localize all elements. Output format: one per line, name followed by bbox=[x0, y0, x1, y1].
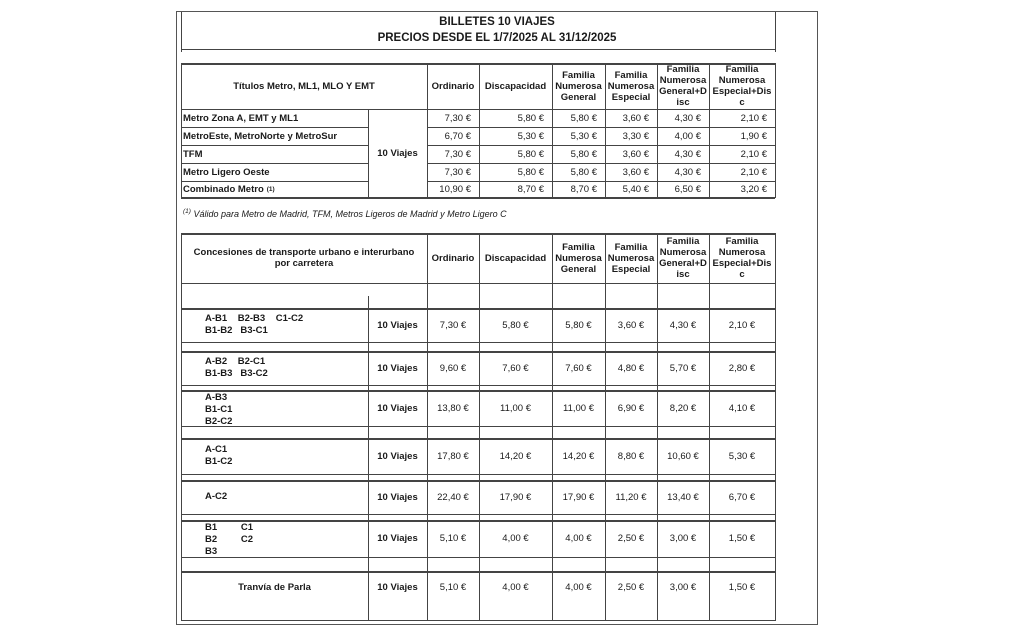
zone-line: B1 C1 bbox=[205, 522, 254, 533]
concesion-price-cell: 13,80 € bbox=[437, 402, 469, 414]
concesion-price-cell: 14,20 € bbox=[499, 450, 532, 462]
concesion-price-cell: 10,60 € bbox=[667, 450, 699, 462]
zone-group bbox=[205, 444, 232, 468]
metro-row-label-text: MetroEste, MetroNorte y MetroSur bbox=[183, 130, 338, 142]
concesion-price-cell: 11,00 € bbox=[563, 402, 594, 414]
metro-price-cell: 6,70 € bbox=[444, 130, 471, 142]
zone-line: B1-B3 B3-C2 bbox=[205, 368, 268, 379]
metro-row-label-text: Metro Zona A, EMT y ML1 bbox=[183, 112, 299, 124]
column-header-line: Familia bbox=[562, 241, 595, 253]
metro-price-cell: 3,20 € bbox=[740, 183, 767, 195]
column-header-line: Numerosa bbox=[555, 252, 602, 264]
parla-viajes-label: 10 Viajes bbox=[377, 582, 418, 593]
concesion-price-cell: 5,80 € bbox=[502, 319, 529, 331]
column-header-line: Familia bbox=[666, 236, 700, 247]
metro-price-cell: 7,30 € bbox=[444, 166, 471, 178]
concesion-price-cell: 4,00 € bbox=[565, 533, 592, 544]
metro-header-col-2 bbox=[552, 63, 605, 109]
row-rule bbox=[181, 426, 775, 427]
metro-price-cell: 7,30 € bbox=[444, 112, 471, 124]
metro-price-cell: 4,30 € bbox=[674, 112, 701, 124]
column-header-line: Numerosa bbox=[607, 80, 655, 92]
column-header-line: Familia bbox=[725, 64, 759, 75]
column-header-line: isc bbox=[676, 97, 690, 108]
column-header-line: Familia bbox=[614, 69, 648, 81]
column-header-line: Familia bbox=[666, 64, 700, 75]
concesion-price-cell: 7,60 € bbox=[565, 362, 592, 374]
metro-price-cell: 3,60 € bbox=[622, 112, 649, 124]
concesion-price-cell: 4,00 € bbox=[502, 533, 529, 544]
zone-group bbox=[205, 392, 232, 428]
concesion-price-cell: 8,80 € bbox=[617, 450, 645, 462]
metro-row-label bbox=[181, 127, 368, 145]
viajes-label: 10 Viajes bbox=[377, 450, 418, 462]
column-header-line: Numerosa bbox=[718, 247, 766, 258]
concesion-price-cell: 5,70 € bbox=[669, 362, 697, 374]
column-header-line: Numerosa bbox=[555, 80, 602, 92]
zone-line: A-B1 B2-B3 C1-C2 bbox=[205, 313, 304, 324]
column-header-line: General+D bbox=[659, 258, 707, 269]
concesion-price-cell: 2,50 € bbox=[617, 533, 645, 544]
concesion-price-cell: 8,20 € bbox=[669, 402, 697, 414]
column-header-line: c bbox=[739, 269, 745, 280]
metro-price-cell: 4,30 € bbox=[674, 166, 701, 178]
concesion-price-cell: 7,30 € bbox=[439, 319, 467, 331]
concesion-price-cell: 4,10 € bbox=[728, 402, 756, 414]
concesiones-header-col-4 bbox=[657, 233, 709, 283]
concesiones-header-col-1 bbox=[479, 233, 552, 283]
concesion-price-cell: 13,40 € bbox=[667, 491, 699, 503]
concesion-price-cell: 11,20 € bbox=[615, 491, 647, 503]
concesion-price-cell: 17,80 € bbox=[437, 450, 469, 462]
price-sheet bbox=[176, 11, 818, 625]
zone-line: B1-B2 B3-C1 bbox=[205, 325, 268, 336]
row-rule bbox=[181, 514, 775, 515]
metro-row-label-text: Metro Ligero Oeste bbox=[183, 166, 270, 178]
zone-line: B2-C2 bbox=[205, 416, 233, 427]
zone-line: B2 C2 bbox=[205, 534, 254, 545]
metro-row-label bbox=[181, 109, 368, 127]
metro-row-label-text: TFM bbox=[183, 148, 203, 160]
metro-price-cell: 5,80 € bbox=[517, 148, 544, 160]
concesion-price-cell: 2,80 € bbox=[728, 362, 756, 374]
sheet-title: BILLETES 10 VIAJES bbox=[439, 16, 555, 28]
column-header-line: Numerosa bbox=[718, 75, 766, 86]
parla-price-cell: 5,10 € bbox=[439, 582, 467, 593]
column-header-line: Numerosa bbox=[659, 247, 707, 258]
metro-row-sup: (1) bbox=[266, 185, 275, 193]
metro-row-label bbox=[181, 181, 368, 197]
metro-price-cell: 6,50 € bbox=[674, 183, 701, 195]
viajes-label: 10 Viajes bbox=[377, 402, 418, 414]
concesion-price-cell: 14,20 € bbox=[562, 450, 595, 462]
column-header-line: Discapacidad bbox=[484, 252, 547, 264]
zone-line: A-C2 bbox=[205, 491, 228, 502]
metro-price-cell: 8,70 € bbox=[517, 183, 544, 195]
concesion-price-cell: 6,90 € bbox=[617, 402, 645, 414]
concesion-price-cell: 1,50 € bbox=[728, 533, 756, 544]
column-header-line: Familia bbox=[562, 69, 595, 81]
column-header-line: Especial bbox=[611, 91, 651, 103]
row-rule bbox=[181, 342, 775, 343]
metro-header-col-3 bbox=[605, 63, 657, 109]
concesiones-header-line2: por carretera bbox=[274, 258, 334, 269]
footnote-mark: (1) bbox=[183, 208, 191, 215]
metro-price-cell: 2,10 € bbox=[740, 148, 767, 160]
metro-price-cell: 8,70 € bbox=[570, 183, 597, 195]
column-header-line: Especial bbox=[611, 263, 651, 275]
metro-price-cell: 5,40 € bbox=[622, 183, 649, 195]
column-header-line: c bbox=[739, 97, 745, 108]
concesiones-header-line1: Concesiones de transporte urbano e interurbano bbox=[193, 247, 415, 258]
metro-viajes-label: 10 Viajes bbox=[377, 147, 418, 159]
footnote-text: Válido para Metro de Madrid, TFM, Metros Ligeros de Madrid y Metro Ligero C bbox=[193, 209, 507, 219]
concesiones-header-col-2 bbox=[552, 233, 605, 283]
metro-price-cell: 5,30 € bbox=[570, 130, 597, 142]
column-header-line: Especial+Dis bbox=[712, 258, 772, 269]
column-header-line: Numerosa bbox=[659, 75, 707, 86]
column-header-line: Familia bbox=[725, 236, 759, 247]
concesiones-header-col-3 bbox=[605, 233, 657, 283]
metro-price-cell: 5,80 € bbox=[570, 112, 597, 124]
concesion-price-cell: 6,70 € bbox=[728, 491, 756, 503]
row-rule bbox=[181, 385, 775, 386]
metro-price-cell: 1,90 € bbox=[740, 130, 767, 142]
zone-line: A-C1 bbox=[205, 444, 228, 455]
metro-price-cell: 7,30 € bbox=[444, 148, 471, 160]
viajes-label: 10 Viajes bbox=[377, 491, 418, 503]
concesion-price-cell: 4,30 € bbox=[669, 319, 697, 331]
column-header-line: Numerosa bbox=[607, 252, 655, 264]
zone-group bbox=[205, 313, 303, 337]
zone-group bbox=[205, 491, 227, 503]
metro-price-cell: 3,60 € bbox=[622, 166, 649, 178]
metro-price-cell: 5,30 € bbox=[517, 130, 544, 142]
metro-price-cell: 2,10 € bbox=[740, 166, 767, 178]
metro-header-col-0 bbox=[427, 63, 479, 109]
column-header-line: Ordinario bbox=[431, 252, 475, 264]
parla-price-cell: 1,50 € bbox=[728, 582, 756, 593]
zone-line: B3 bbox=[205, 546, 218, 557]
metro-row-label bbox=[181, 145, 368, 163]
zone-line: A-B2 B2-C1 bbox=[205, 356, 266, 367]
concesion-price-cell: 3,60 € bbox=[617, 319, 645, 331]
zone-line: A-B3 bbox=[205, 392, 228, 403]
viajes-label: 10 Viajes bbox=[377, 362, 418, 374]
concesion-price-cell: 17,90 € bbox=[562, 491, 595, 503]
concesion-price-cell: 17,90 € bbox=[499, 491, 532, 503]
metro-price-cell: 10,90 € bbox=[439, 183, 471, 195]
metro-row-label-text: Combinado Metro bbox=[183, 183, 264, 195]
metro-price-cell: 5,80 € bbox=[517, 112, 544, 124]
viajes-label: 10 Viajes bbox=[377, 533, 418, 544]
column-header-line: isc bbox=[676, 269, 690, 280]
column-header-line: Familia bbox=[614, 241, 648, 253]
concesiones-header bbox=[183, 233, 425, 283]
metro-price-cell: 4,30 € bbox=[674, 148, 701, 160]
parla-price-cell: 4,00 € bbox=[502, 582, 529, 593]
zone-group bbox=[205, 356, 268, 380]
concesion-price-cell: 9,60 € bbox=[439, 362, 467, 374]
concesiones-header-col-0 bbox=[427, 233, 479, 283]
row-rule bbox=[181, 474, 775, 475]
metro-price-cell: 3,60 € bbox=[622, 148, 649, 160]
concesion-price-cell: 3,00 € bbox=[669, 533, 697, 544]
column-header-line: Discapacidad bbox=[484, 80, 547, 92]
concesion-price-cell: 5,30 € bbox=[728, 450, 756, 462]
metro-price-cell: 5,80 € bbox=[517, 166, 544, 178]
metro-header-col-4 bbox=[657, 63, 709, 109]
concesion-price-cell: 7,60 € bbox=[502, 362, 529, 374]
column-header-line: General+D bbox=[659, 86, 707, 97]
metro-row-label bbox=[181, 163, 368, 181]
concesion-price-cell: 5,10 € bbox=[439, 533, 467, 544]
zone-line: B1-C1 bbox=[205, 404, 233, 415]
metro-price-cell: 5,80 € bbox=[570, 148, 597, 160]
metro-price-cell: 4,00 € bbox=[674, 130, 701, 142]
concesiones-header-col-5 bbox=[709, 233, 775, 283]
parla-price-cell: 4,00 € bbox=[565, 582, 592, 593]
concesion-price-cell: 4,80 € bbox=[617, 362, 645, 374]
sheet-subtitle: PRECIOS DESDE EL 1/7/2025 AL 31/12/2025 bbox=[377, 32, 617, 44]
zone-line: B1-C2 bbox=[205, 456, 233, 467]
column-header-line: General bbox=[560, 263, 597, 275]
footnote bbox=[183, 208, 507, 219]
metro-header-col-1 bbox=[479, 63, 552, 109]
concesion-price-cell: 5,80 € bbox=[565, 319, 592, 331]
metro-price-cell: 2,10 € bbox=[740, 112, 767, 124]
concesion-price-cell: 11,00 € bbox=[500, 402, 531, 414]
column-header-line: General bbox=[560, 91, 597, 103]
column-header-line: Especial+Dis bbox=[712, 86, 772, 97]
metro-price-cell: 3,30 € bbox=[622, 130, 649, 142]
row-rule bbox=[181, 557, 775, 558]
concesion-price-cell: 2,10 € bbox=[728, 319, 756, 331]
metro-price-cell: 5,80 € bbox=[570, 166, 597, 178]
metro-header-titles: Títulos Metro, ML1, MLO Y EMT bbox=[233, 80, 375, 92]
metro-header-col-5 bbox=[709, 63, 775, 109]
viajes-label: 10 Viajes bbox=[377, 319, 418, 331]
concesion-price-cell: 22,40 € bbox=[437, 491, 469, 503]
parla-price-cell: 3,00 € bbox=[669, 582, 697, 593]
zone-group bbox=[205, 522, 253, 558]
parla-label: Tranvía de Parla bbox=[238, 582, 311, 593]
parla-price-cell: 2,50 € bbox=[617, 582, 645, 593]
column-header-line: Ordinario bbox=[431, 80, 475, 92]
